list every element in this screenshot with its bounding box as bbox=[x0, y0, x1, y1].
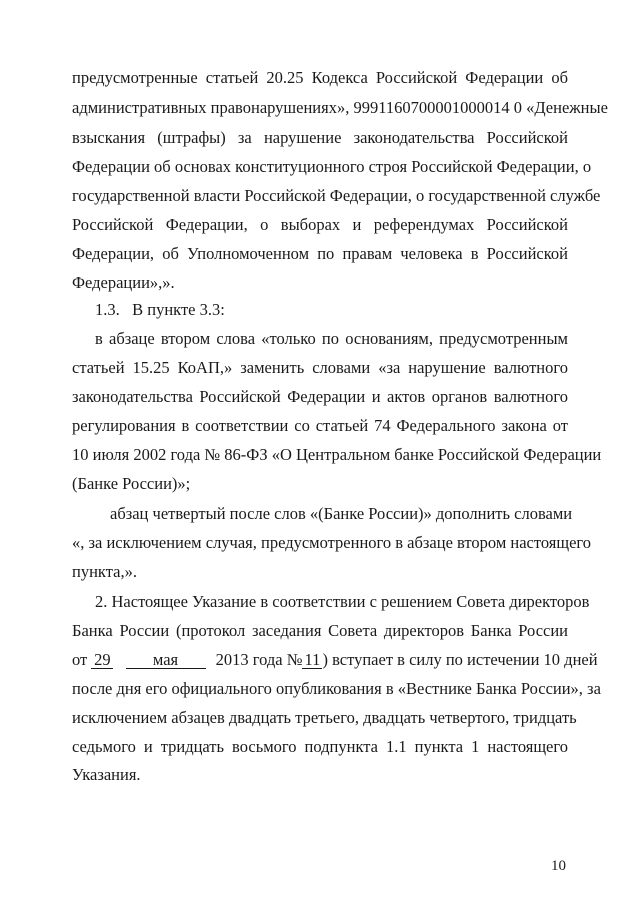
text-line: в абзаце втором слова «только по основаниям, предусмотренным bbox=[95, 329, 568, 348]
text-fragment: от bbox=[72, 650, 88, 669]
text-line: государственной власти Российской Федерации, о государственной службе bbox=[72, 186, 601, 205]
text-fragment: ) вступает в силу по истечении 10 дней bbox=[322, 650, 598, 669]
text-line: Банка России (протокол заседания Совета директоров Банка России bbox=[72, 621, 568, 640]
text-line: регулирования в соответствии со статьей 74 Федерального закона от bbox=[72, 416, 568, 435]
text-line: «, за исключением случая, предусмотренного в абзаце втором настоящего bbox=[72, 533, 592, 552]
text-line: после дня его официального опубликования в «Вестнике Банка России», за bbox=[72, 679, 601, 698]
protocol-number-fill: 11 bbox=[302, 652, 322, 669]
text-line: 2. Настоящее Указание в соответствии с решением Совета директоров bbox=[95, 592, 590, 611]
subsection-heading: 1.3. В пункте 3.3: bbox=[95, 300, 225, 319]
text-line: взыскания (штрафы) за нарушение законодательства Российской bbox=[72, 128, 568, 147]
text-fragment: 2013 года № bbox=[215, 650, 303, 669]
text-line: статьей 15.25 КоАП,» заменить словами «за нарушение валютного bbox=[72, 358, 568, 377]
text-line: Федерации об основах конституционного строя Российской Федерации, о bbox=[72, 157, 592, 176]
text-line: седьмого и тридцать восьмого подпункта 1.1 пункта 1 настоящего bbox=[72, 737, 568, 756]
page-number: 10 bbox=[551, 858, 566, 874]
text-line: законодательства Российской Федерации и актов органов валютного bbox=[72, 387, 568, 406]
text-line: исключением абзацев двадцать третьего, двадцать четвертого, тридцать bbox=[72, 708, 577, 727]
text-line-with-date-fill bbox=[72, 650, 598, 670]
text-line: 10 июля 2002 года № 86-ФЗ «О Центральном банке Российской Федерации bbox=[72, 445, 602, 464]
date-month-fill: мая bbox=[126, 652, 206, 669]
text-line: предусмотренные статьей 20.25 Кодекса Российской Федерации об bbox=[72, 68, 568, 87]
text-line: административных правонарушениях», 9991160700001000014 0 «Денежные bbox=[72, 98, 608, 117]
text-line: абзац четвертый после слов «(Банке России)» дополнить словами bbox=[110, 504, 573, 523]
text-line: Российской Федерации, о выборах и референдумах Российской bbox=[72, 215, 568, 234]
text-line: пункта,». bbox=[72, 562, 137, 581]
date-day-fill: 29 bbox=[91, 652, 113, 669]
text-line: Федерации, об Уполномоченном по правам человека в Российской bbox=[72, 244, 568, 263]
text-line: (Банке России)»; bbox=[72, 474, 191, 493]
text-line: Федерации»,». bbox=[72, 273, 175, 292]
text-line: Указания. bbox=[72, 765, 141, 784]
